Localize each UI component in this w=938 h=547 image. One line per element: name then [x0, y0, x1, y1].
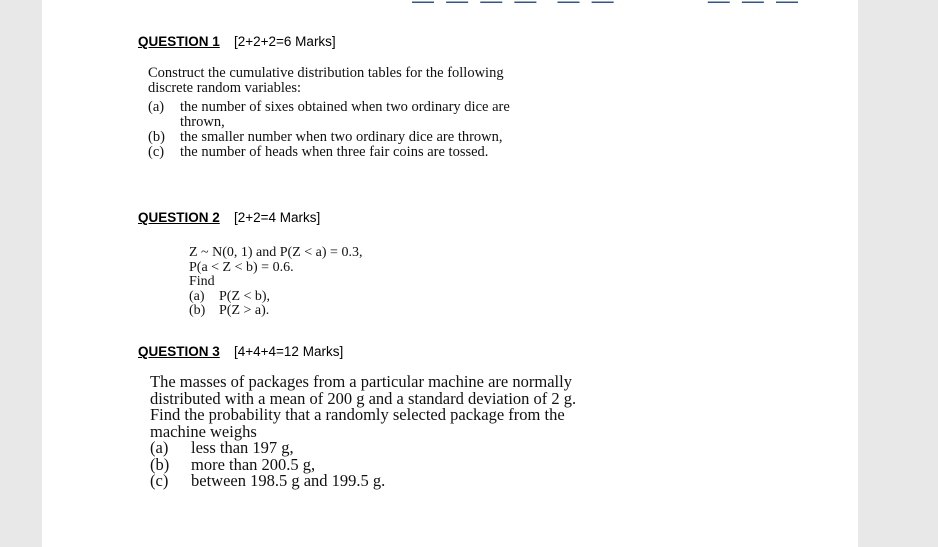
question-3-item — [150, 473, 590, 490]
question-1-item — [148, 100, 528, 130]
question-3-body — [150, 374, 590, 490]
question-1-body — [148, 66, 528, 160]
item-text: the number of heads when three fair coins are tossed. — [180, 144, 489, 160]
question-3-header — [138, 344, 344, 359]
question-2-find: Find — [189, 274, 215, 289]
item-label: (a) — [150, 438, 169, 457]
item-text: P(Z > a). — [219, 303, 270, 318]
question-2-item — [189, 290, 489, 305]
question-1-marks: [2+2+2=6 Marks] — [234, 34, 336, 49]
question-3-title: QUESTION 3 — [138, 344, 220, 359]
item-label: (c) — [150, 471, 169, 490]
item-text: less than 197 g, — [191, 438, 294, 457]
item-text: more than 200.5 g, — [191, 454, 316, 474]
question-2-marks: [2+2=4 Marks] — [234, 210, 321, 225]
question-2-body — [189, 246, 489, 319]
item-label: (a) — [189, 288, 205, 304]
item-text: the smaller number when two ordinary dice are thrown, — [180, 129, 503, 145]
question-1-title: QUESTION 1 — [138, 34, 220, 49]
item-label: (a) — [148, 99, 165, 115]
item-text: between 198.5 g and 199.5 g. — [191, 471, 386, 490]
item-text: the number of sixes obtained when two ordinary dice are thrown, — [180, 99, 510, 130]
question-2-header — [138, 210, 321, 225]
document-page — [42, 0, 858, 547]
item-label: (b) — [150, 454, 170, 474]
question-2-given-line: P(a < Z < b) = 0.6. — [189, 259, 294, 275]
question-3-marks: [4+4+4=12 Marks] — [234, 344, 344, 359]
question-1-intro: Construct the cumulative distribution tables for the following discrete random variables: — [148, 65, 504, 96]
question-2-given-line: Z ~ N(0, 1) and P(Z < a) = 0.3, — [189, 245, 363, 260]
question-3-intro: The masses of packages from a particular machine are normally distributed with a mean of 200 g and a standard deviation of 2 g. Find the probability that a randomly selected package from the machine weighs — [150, 372, 577, 441]
question-2-title: QUESTION 2 — [138, 210, 220, 225]
question-1-item — [148, 130, 528, 145]
item-label: (b) — [189, 303, 206, 318]
question-1-header — [138, 34, 336, 49]
item-label: (b) — [148, 129, 165, 145]
item-label: (c) — [148, 144, 165, 160]
item-text: P(Z < b), — [219, 288, 271, 304]
question-1-item — [148, 145, 528, 160]
cropped-heading-fragment: — — — — — — — — — — [412, 0, 802, 13]
question-2-item — [189, 304, 489, 319]
